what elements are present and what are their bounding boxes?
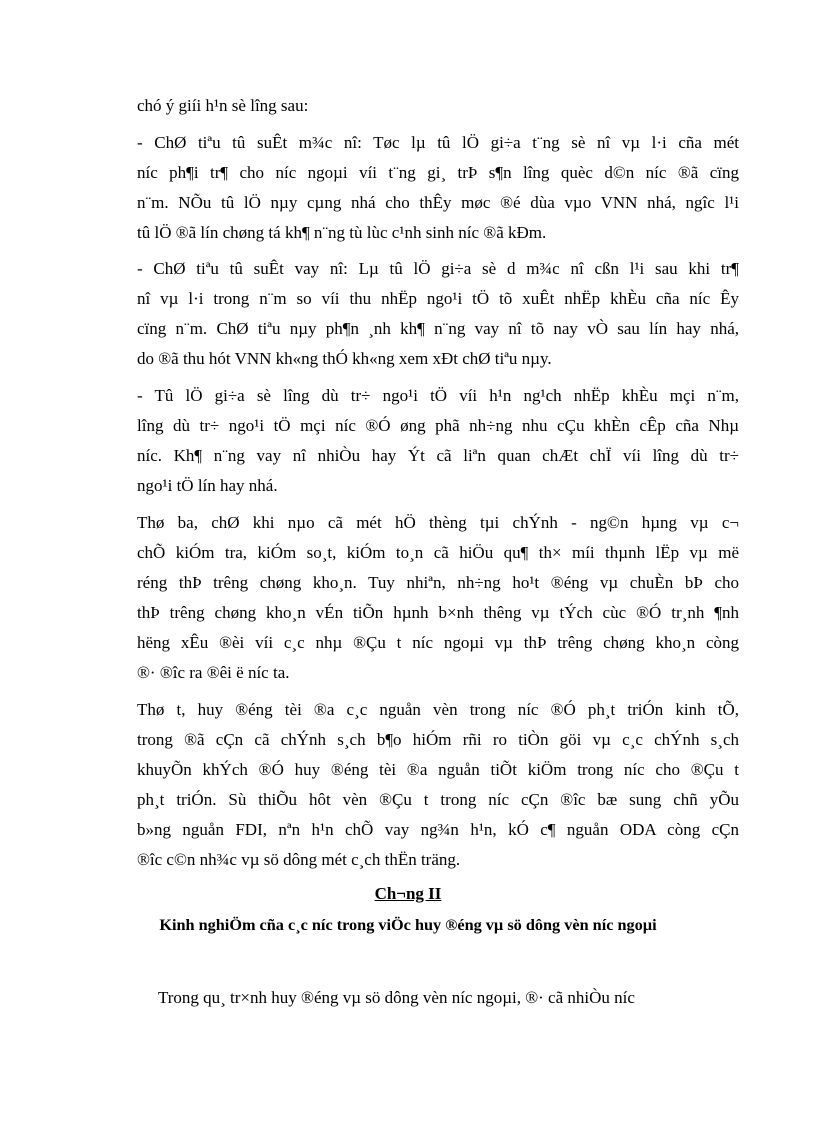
text-line: khuyÕn khÝch ®Ó huy ®éng tèi ®a nguån tiÕt kiÖm trong níc cho ®Çu t (137, 760, 739, 779)
text-line: réng thÞ trêng chøng kho¸n. Tuy nhiªn, nh÷ng ho¹t ®éng vµ chuÈn bÞ cho (137, 573, 739, 592)
text-line: Trong qu¸ tr×nh huy ®éng vµ sö dông vèn níc ngoµi, ®· cã nhiÒu níc (137, 988, 635, 1007)
text-line: chÕ kiÓm tra, kiÓm so¸t, kiÓm to¸n cã hiÖu qu¶ th× míi thµnh lËp vµ më (137, 543, 739, 562)
text-line: chó ý giíi h¹n sè lîng sau: (137, 96, 309, 115)
text-line: cïng n¨m. ChØ tiªu nµy ph¶n ¸nh kh¶ n¨ng vay nî tõ nay vÒ sau lín hay nhá, (137, 319, 739, 338)
text-line: níc. Kh¶ n¨ng vay nî nhiÒu hay Ýt cã liªn quan chÆt chÏ víi lîng dù tr÷ (137, 446, 739, 465)
text-line: lîng dù tr÷ ngo¹i tÖ mçi níc ®Ó øng phã nh÷ng nhu cÇu khÈn cÊp cña Nhµ (137, 416, 739, 435)
text-line: ph¸t triÓn. Sù thiÕu hôt vèn ®Çu t trong níc cÇn ®îc bæ sung chñ yÕu (137, 790, 739, 809)
text-line: - ChØ tiªu tû suÊt m¾c nî: Tøc lµ tû lÖ gi÷a t¨ng sè nî vµ l·i cña mét (137, 133, 739, 152)
text-line: - Tû lÖ gi÷a sè lîng dù tr÷ ngo¹i tÖ víi h¹n ng¹ch nhËp khÈu mçi n¨m, (137, 386, 739, 405)
text-line: trong ®ã cÇn cã chÝnh s¸ch b¶o hiÓm rñi ro tiÒn göi vµ c¸c chÝnh s¸ch (137, 730, 739, 749)
chapter-subtitle: Kinh nghiÖm cña c¸c níc trong viÖc huy ®éng vµ sö dông vèn níc ngoµi (159, 916, 657, 934)
text-line: ®· ®îc ra ®êi ë níc ta. (137, 663, 290, 682)
text-line: do ®ã thu hót VNN kh«ng thÓ kh«ng xem xÐt chØ tiªu nµy. (137, 349, 552, 368)
chapter-title: Ch¬ng II (374, 884, 442, 903)
text-line: Thø ba, chØ khi nµo cã mét hÖ thèng tµi chÝnh - ng©n hµng vµ c¬ (137, 513, 739, 532)
text-line: thÞ trêng chøng kho¸n vÉn tiÕn hµnh b×nh thêng vµ tÝch cùc ®Ó tr¸nh ¶nh (137, 603, 739, 622)
text-line: níc ph¶i tr¶ cho níc ngoµi víi t¨ng gi¸ trÞ s¶n lîng quèc d©n níc ®ã cïng (137, 163, 739, 182)
text-line: nî vµ l·i trong n¨m so víi thu nhËp ngo¹i tÖ tõ xuÊt nhËp khÈu cña níc Êy (137, 289, 739, 308)
text-line: - ChØ tiªu tû suÊt vay nî: Lµ tû lÖ gi÷a sè d m¾c nî cßn l¹i sau khi tr¶ (137, 259, 739, 278)
text-line: hëng xÊu ®èi víi c¸c nhµ ®Çu t níc ngoµi vµ thÞ trêng chøng kho¸n còng (137, 633, 739, 652)
text-line: n¨m. NÕu tû lÖ nµy cµng nhá cho thÊy møc ®é dùa vµo VNN nhá, ngîc l¹i (137, 193, 739, 212)
text-line: tû lÖ ®ã lín chøng tá kh¶ n¨ng tù lùc c¹nh sinh níc ®ã kÐm. (137, 223, 547, 242)
text-line: ®îc c©n nh¾c vµ sö dông mét c¸ch thËn träng. (137, 850, 461, 869)
text-line: ngo¹i tÖ lín hay nhá. (137, 476, 278, 495)
text-line: b»ng nguån FDI, nªn h¹n chÕ vay ng¾n h¹n, kÓ c¶ nguån ODA còng cÇn (137, 820, 739, 839)
text-line: Thø t, huy ®éng tèi ®a c¸c nguån vèn trong níc ®Ó ph¸t triÓn kinh tÕ, (137, 700, 739, 719)
